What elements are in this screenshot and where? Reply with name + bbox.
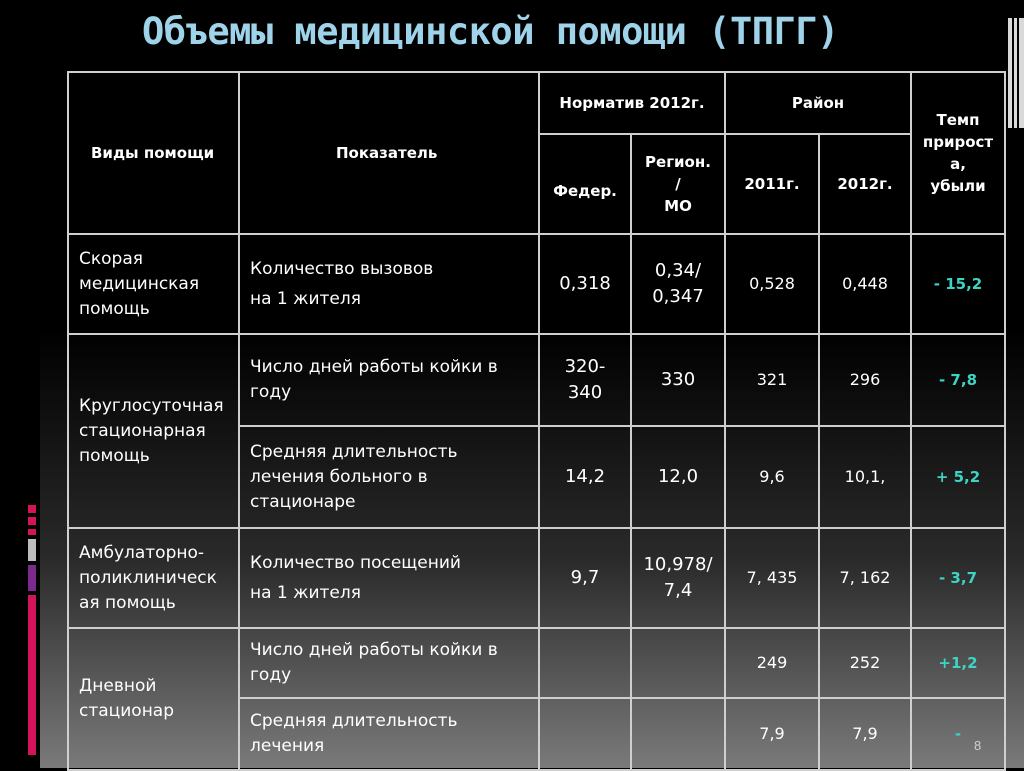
value-2011-cell: 0,528 <box>725 234 819 334</box>
regional-norm-value: 330 <box>660 369 696 390</box>
indicator-line: лечения больного в <box>250 466 428 487</box>
header-growth-line: убыли <box>930 177 986 195</box>
header-regional-line: Регион. <box>645 153 711 171</box>
regional-norm-value: 0,34/ <box>654 260 702 281</box>
header-growth-rate <box>911 72 1005 234</box>
category-line: стационарная <box>79 420 206 441</box>
value-2012-cell: 252 <box>819 628 911 698</box>
header-growth-line: а, <box>950 155 966 173</box>
category-line: Амбулаторно- <box>79 542 205 563</box>
indicator-cell <box>239 698 539 770</box>
regional-norm-cell <box>631 528 725 628</box>
value-2011-cell: 9,6 <box>725 426 819 528</box>
header-growth-line: прирост <box>922 133 994 151</box>
regional-norm-value: 10,978/ <box>643 554 713 575</box>
value-2012-cell: 296 <box>819 334 911 426</box>
regional-norm-cell <box>631 334 725 426</box>
category-line: медицинская <box>79 273 200 294</box>
federal-norm-cell: 14,2 <box>539 426 631 528</box>
indicator-line: лечения <box>250 736 325 756</box>
federal-norm-value: 320- <box>564 356 606 377</box>
table-row <box>68 628 1005 698</box>
decorative-bars-right <box>1008 18 1024 128</box>
regional-norm-cell <box>631 628 725 698</box>
header-regional-line: / <box>675 175 681 193</box>
header-2012: 2012г. <box>819 134 911 234</box>
federal-norm-cell <box>539 334 631 426</box>
page-number: 8 <box>974 738 982 753</box>
federal-norm-cell <box>539 234 631 334</box>
indicator-line: году <box>250 665 292 685</box>
category-line: стационар <box>79 701 175 721</box>
category-cell-day-hospital <box>68 628 239 770</box>
value-2012-cell: 7, 162 <box>819 528 911 628</box>
header-growth-line: Темп <box>936 111 980 129</box>
header-federal: Федер. <box>539 134 631 234</box>
growth-rate-cell: +1,2 <box>911 628 1005 698</box>
slide-title: Объемы медицинской помощи (ТПГГ) <box>142 10 839 53</box>
medical-volume-table <box>67 71 1006 771</box>
header-type: Виды помощи <box>68 72 239 234</box>
category-line: ая помощь <box>79 592 176 613</box>
category-cell-hospital <box>68 334 239 528</box>
growth-rate-cell: - <box>911 698 1005 770</box>
indicator-line: году <box>250 382 292 402</box>
federal-norm-value: 340 <box>567 382 603 403</box>
regional-norm-cell <box>631 234 725 334</box>
regional-norm-value: 7,4 <box>663 580 693 601</box>
value-2012-cell: 7,9 <box>819 698 911 770</box>
decorative-bars-left <box>28 505 40 755</box>
header-district: Район <box>725 72 911 134</box>
value-2011-cell: 321 <box>725 334 819 426</box>
indicator-line: Число дней работы койки в <box>250 357 498 377</box>
category-line: Скорая <box>79 248 143 269</box>
federal-norm-cell <box>539 698 631 770</box>
indicator-cell <box>239 628 539 698</box>
category-cell-outpatient <box>68 528 239 628</box>
federal-norm-cell: 9,7 <box>539 528 631 628</box>
indicator-line: Средняя длительность <box>250 711 458 731</box>
table-row <box>68 528 1005 628</box>
indicator-line: на 1 жителя <box>250 582 361 603</box>
category-line: поликлиническ <box>79 567 217 588</box>
category-line: Дневной <box>79 676 157 696</box>
header-row <box>68 72 1005 134</box>
value-2012-cell: 0,448 <box>819 234 911 334</box>
indicator-line: Число дней работы койки в <box>250 640 498 660</box>
growth-rate-cell: - 15,2 <box>911 234 1005 334</box>
table-row <box>68 334 1005 426</box>
category-line: Круглосуточная <box>79 395 224 416</box>
header-regional <box>631 134 725 234</box>
growth-rate-cell: + 5,2 <box>911 426 1005 528</box>
indicator-line: стационаре <box>250 491 356 512</box>
value-2011-cell: 7, 435 <box>725 528 819 628</box>
regional-norm-cell: 12,0 <box>631 426 725 528</box>
indicator-line: Количество посещений <box>250 552 461 573</box>
growth-rate-cell: - 7,8 <box>911 334 1005 426</box>
indicator-cell <box>239 234 539 334</box>
value-2012-cell: 10,1, <box>819 426 911 528</box>
header-indicator: Показатель <box>239 72 539 234</box>
growth-rate-cell: - 3,7 <box>911 528 1005 628</box>
category-line: помощь <box>79 445 150 466</box>
indicator-line: Количество вызовов <box>250 258 434 279</box>
federal-norm-value: 0,318 <box>559 273 611 294</box>
indicator-line: на 1 жителя <box>250 288 361 309</box>
federal-norm-cell <box>539 628 631 698</box>
value-2011-cell: 7,9 <box>725 698 819 770</box>
indicator-cell <box>239 334 539 426</box>
header-regional-line: МО <box>664 197 692 215</box>
header-2011: 2011г. <box>725 134 819 234</box>
regional-norm-cell <box>631 698 725 770</box>
indicator-cell <box>239 528 539 628</box>
table-row <box>68 234 1005 334</box>
regional-norm-value: 0,347 <box>652 286 704 307</box>
header-norm-2012: Норматив 2012г. <box>539 72 725 134</box>
category-cell-ambulance <box>68 234 239 334</box>
value-2011-cell: 249 <box>725 628 819 698</box>
category-line: помощь <box>79 298 150 319</box>
indicator-cell <box>239 426 539 528</box>
indicator-line: Средняя длительность <box>250 441 458 462</box>
